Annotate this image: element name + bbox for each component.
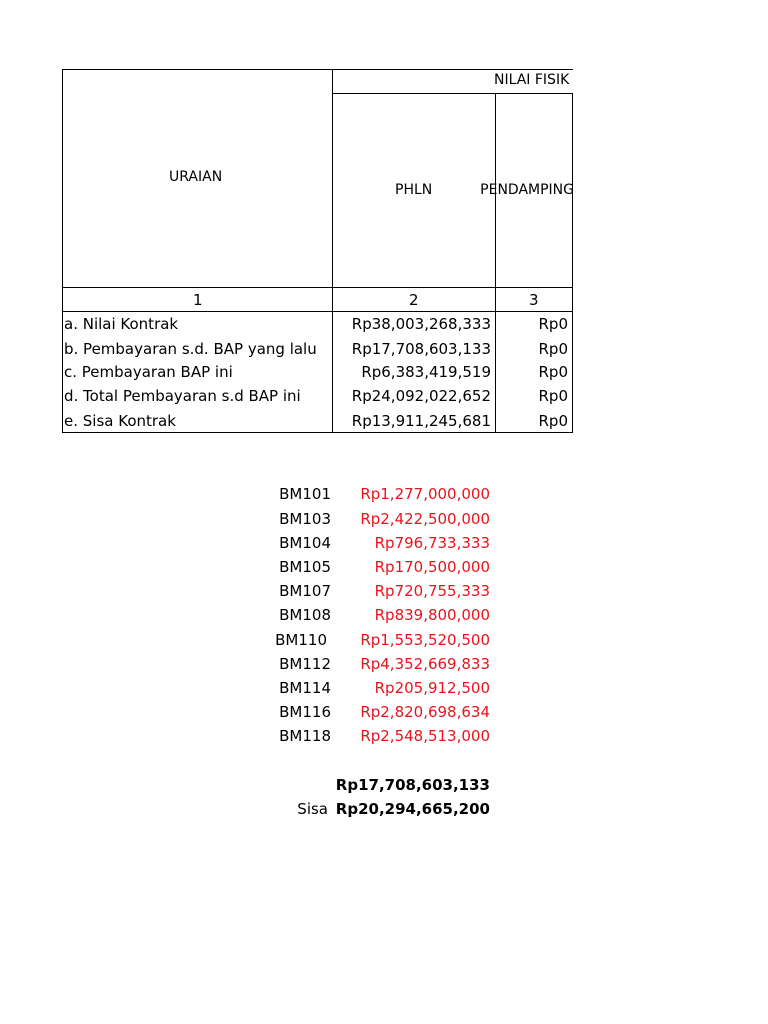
bm-amount: Rp796,733,333 — [374, 534, 490, 552]
bm-code: BM114 — [279, 679, 331, 697]
row-label: e. Sisa Kontrak — [64, 412, 176, 430]
pendamping-header-clip — [480, 182, 574, 202]
bm-code: BM116 — [279, 703, 331, 721]
bm-amount: Rp2,422,500,000 — [360, 510, 490, 528]
row-pendamping-value: Rp0 — [538, 363, 568, 381]
row-label: c. Pembayaran BAP ini — [64, 363, 233, 381]
row-label: d. Total Pembayaran s.d BAP ini — [64, 387, 301, 405]
row-label: a. Nilai Kontrak — [64, 315, 179, 333]
pendamping-header: PENDAMPING — [480, 182, 574, 198]
row-phln-value: Rp6,383,419,519 — [361, 363, 491, 381]
nilai-fisik-header: NILAI FISIK — [494, 72, 570, 88]
row-pendamping-value: Rp0 — [538, 340, 568, 358]
table-border-left — [62, 69, 63, 433]
bm-code: BM104 — [279, 534, 331, 552]
bm-code: BM108 — [279, 606, 331, 624]
row-phln-value: Rp17,708,603,133 — [351, 340, 491, 358]
table-border-numbers-bottom — [62, 311, 573, 312]
row-label: b. Pembayaran s.d. BAP yang lalu — [64, 340, 317, 358]
bm-code: BM107 — [279, 582, 331, 600]
sisa-label: Sisa — [297, 800, 328, 818]
bm-amount: Rp205,912,500 — [374, 679, 490, 697]
table-border-col2 — [495, 93, 496, 433]
bm-amount: Rp720,755,333 — [374, 582, 490, 600]
row-pendamping-value: Rp0 — [538, 412, 568, 430]
bm-amount: Rp2,548,513,000 — [360, 727, 490, 745]
bm-amount: Rp839,800,000 — [374, 606, 490, 624]
row-pendamping-value: Rp0 — [538, 315, 568, 333]
total-amount: Rp17,708,603,133 — [335, 776, 490, 794]
col-number-2: 2 — [409, 291, 419, 309]
table-border-header-bottom — [62, 287, 573, 288]
col-number-1: 1 — [193, 291, 203, 309]
sisa-amount: Rp20,294,665,200 — [335, 800, 490, 818]
col-number-3: 3 — [529, 291, 539, 309]
bm-amount: Rp170,500,000 — [374, 558, 490, 576]
bm-amount: Rp2,820,698,634 — [360, 703, 490, 721]
bm-code: BM103 — [279, 510, 331, 528]
bm-code: BM118 — [279, 727, 331, 745]
table-border-phln-top — [332, 93, 573, 94]
bm-code: BM105 — [279, 558, 331, 576]
table-border-bottom — [62, 432, 573, 433]
table-border-top — [62, 69, 573, 70]
row-phln-value: Rp13,911,245,681 — [351, 412, 491, 430]
row-pendamping-value: Rp0 — [538, 387, 568, 405]
uraian-header: URAIAN — [169, 169, 223, 185]
bm-amount: Rp1,553,520,500 — [360, 631, 490, 649]
table-border-right — [572, 93, 573, 433]
bm-code: BM110 — [275, 631, 327, 649]
bm-amount: Rp4,352,669,833 — [360, 655, 490, 673]
row-phln-value: Rp38,003,268,333 — [351, 315, 491, 333]
bm-amount: Rp1,277,000,000 — [360, 485, 490, 503]
row-phln-value: Rp24,092,022,652 — [351, 387, 491, 405]
phln-header: PHLN — [395, 182, 433, 198]
table-border-col1 — [332, 69, 333, 433]
bm-code: BM101 — [279, 485, 331, 503]
bm-code: BM112 — [279, 655, 331, 673]
